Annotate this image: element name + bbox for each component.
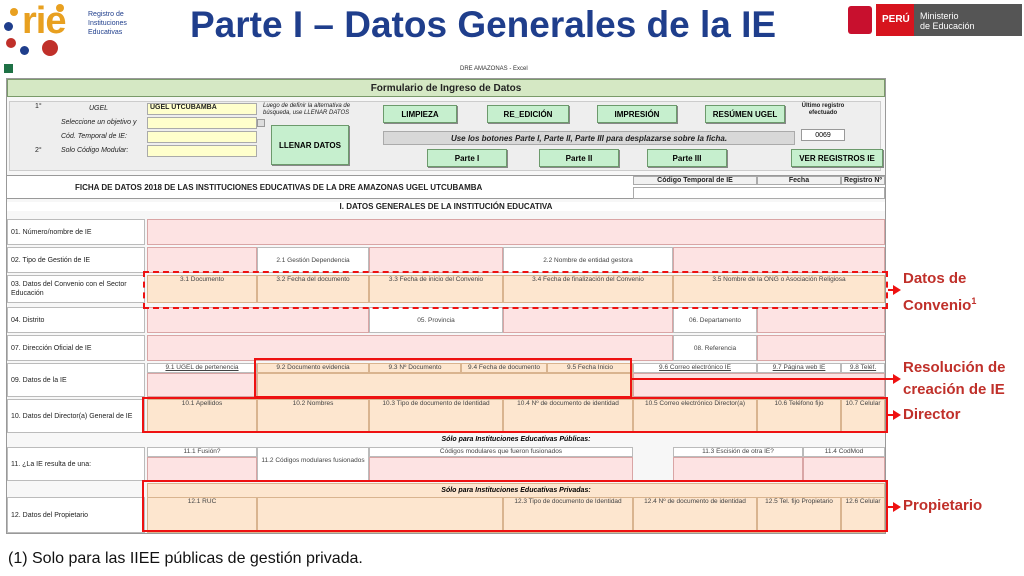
row-11-escision-input[interactable] <box>673 457 803 481</box>
row-01-input[interactable] <box>147 219 885 245</box>
registro-header: Registro Nº <box>841 176 885 185</box>
row-10-col[interactable]: 10.7 Celular <box>841 399 885 433</box>
row-10-col[interactable]: 10.1 Apellidos <box>147 399 257 433</box>
section-1-title: I. DATOS GENERALES DE LA INSTITUCIÓN EDUCATIVA <box>7 202 885 211</box>
row-12-label: 12. Datos del Propietario <box>7 497 145 533</box>
resolucion-annotation <box>903 357 1006 401</box>
excel-icon <box>4 64 13 73</box>
step-1-number: 1° <box>35 103 42 110</box>
row-09-label: 09. Datos de la IE <box>7 363 145 397</box>
impresion-button[interactable]: IMPRESIÓN <box>597 105 677 123</box>
rie-sub-line: Registro de <box>88 11 124 18</box>
row-07-label: 07. Dirección Oficial de IE <box>7 335 145 361</box>
search-hint: Luego de definir la alternativa de búsqueda, use LLENAR DATOS <box>263 103 351 116</box>
row-03-col[interactable]: 3.3 Fecha de inicio del Convenio <box>369 275 503 303</box>
resumen-ugel-button[interactable]: RESÚMEN UGEL <box>705 105 785 123</box>
row-04-provincia-label: 05. Provincia <box>369 307 503 333</box>
ugel-label: UGEL <box>89 105 109 112</box>
row-03-col[interactable]: 3.1 Documento <box>147 275 257 303</box>
annotation-line: creación de IE <box>903 381 1005 398</box>
row-09-col-header: 9.7 Página web IE <box>757 363 841 373</box>
codigo-modular-input[interactable] <box>147 145 257 157</box>
parte-2-button[interactable]: Parte II <box>539 149 619 167</box>
annotation-line <box>903 290 976 317</box>
row-04-label: 04. Distrito <box>7 307 145 333</box>
row-11-codigos-label: 11.2 Códigos modulares fusionados <box>257 447 369 481</box>
convenio-annotation <box>903 268 976 317</box>
row-02-input[interactable] <box>147 247 257 273</box>
ultimo-registro-value: 0069 <box>801 129 845 141</box>
solo-publicas-label: Sólo para Instituciones Educativas Públicas: <box>441 436 591 443</box>
ultimo-registro-label: Último registro efectuado <box>801 103 845 116</box>
parte-3-button[interactable]: Parte III <box>647 149 727 167</box>
row-07-referencia-input[interactable] <box>757 335 885 361</box>
row-11-escision-label: 11.3 Escisión de otra IE? <box>673 447 803 457</box>
solo-privadas-label: Sólo para Instituciones Educativas Privadas: <box>441 487 591 494</box>
peru-shield-icon <box>848 6 872 34</box>
llenar-datos-button[interactable]: LLENAR DATOS <box>271 125 349 165</box>
row-02-entidad-input[interactable] <box>673 247 885 273</box>
director-highlight <box>142 397 888 433</box>
resolucion-arrow <box>632 378 894 380</box>
rie-logo <box>0 0 90 62</box>
row-11-codmod-input[interactable] <box>803 457 885 481</box>
rie-sub-line: Instituciones <box>88 20 127 27</box>
row-11-codmod-label: 11.4 CodMod <box>803 447 885 457</box>
row-11-label: 11. ¿La IE resulta de una: <box>7 447 145 481</box>
logo-dot <box>6 38 16 48</box>
select-label: Seleccione un objetivo y <box>61 119 137 126</box>
row-07-referencia-label: 08. Referencia <box>673 335 757 361</box>
row-09-col-header: 9.1 UGEL de pertenencia <box>147 363 257 373</box>
propietario-annotation: Propietario <box>903 497 983 514</box>
convenio-highlight <box>143 271 888 309</box>
rie-logo-text: rie <box>22 0 66 42</box>
row-02-gestion-label: 2.1 Gestión Dependencia <box>257 247 369 273</box>
logo-dot <box>10 8 18 16</box>
row-12-col[interactable]: 12.6 Celular <box>841 497 885 533</box>
row-12-col[interactable]: 12.4 Nº de documento de identidad <box>633 497 757 533</box>
row-11-fusionados-input[interactable] <box>369 457 633 481</box>
row-04-provincia-input[interactable] <box>503 307 673 333</box>
fecha-header: Fecha <box>757 176 841 185</box>
cod-temporal-input[interactable] <box>147 131 257 143</box>
ficha-title: FICHA DE DATOS 2018 DE LAS INSTITUCIONES EDUCATIVAS DE LA DRE AMAZONAS UGEL UTCUBAMBA <box>75 183 483 192</box>
director-arrowhead-icon <box>893 410 901 420</box>
propietario-arrowhead-icon <box>893 502 901 512</box>
row-03-col[interactable]: 3.4 Fecha de finalización del Convenio <box>503 275 673 303</box>
director-annotation: Director <box>903 406 961 423</box>
form-title: Formulario de Ingreso de Datos <box>7 79 885 97</box>
parte-1-button[interactable]: Parte I <box>427 149 507 167</box>
rie-sub-line: Educativas <box>88 29 123 36</box>
reedicion-button[interactable]: RE_EDICIÓN <box>487 105 569 123</box>
row-11-fusion-input[interactable] <box>147 457 257 481</box>
row-12-col[interactable]: 12.1 RUC <box>147 497 257 533</box>
cod-temporal-label: Cód. Temporal de IE: <box>61 133 127 140</box>
row-04-distrito-input[interactable] <box>147 307 369 333</box>
row-10-label: 10. Datos del Director(a) General de IE <box>7 399 145 433</box>
annotation-line: Resolución de <box>903 359 1006 376</box>
footnote: (1) Solo para las IIEE públicas de gestión privada. <box>8 550 363 567</box>
ugel-select[interactable]: UGEL UTCUBAMBA <box>147 103 257 115</box>
navigation-instructions: Use los botones Parte I, Parte II, Parte III para desplazarse sobre la ficha. <box>383 131 795 145</box>
propietario-highlight <box>142 480 888 532</box>
row-09-col-header: 9.5 Fecha Inicio <box>547 363 633 373</box>
ministerio-line: de Educación <box>920 21 975 31</box>
row-12-col[interactable]: 12.3 Tipo de documento de Identidad <box>503 497 633 533</box>
row-10-col[interactable]: 10.3 Tipo de documento de Identidad <box>369 399 503 433</box>
row-01-label: 01. Número/nombre de IE <box>7 219 145 245</box>
row-03-col[interactable]: 3.2 Fecha del documento <box>257 275 369 303</box>
resolucion-arrowhead-icon <box>893 374 901 384</box>
codigo-temporal-header: Código Temporal de IE <box>633 176 757 185</box>
row-10-col[interactable]: 10.4 Nº de documento de identidad <box>503 399 633 433</box>
row-03-label: 03. Datos del Convenio con el Sector Educación <box>7 275 145 303</box>
row-09-input[interactable] <box>147 373 257 397</box>
row-04-departamento-label: 06. Departamento <box>673 307 757 333</box>
convenio-arrowhead-icon <box>893 285 901 295</box>
excel-window-title: DRE AMAZONAS - Excel <box>460 66 528 72</box>
objective-select[interactable] <box>147 117 257 129</box>
row-03-col[interactable]: 3.5 Nombre de la ONG o Asociación Religiosa <box>673 275 885 303</box>
row-02-entidad-label: 2.2 Nombre de entidad gestora <box>503 247 673 273</box>
solo-codigo-label: Solo Código Modular: <box>61 147 129 154</box>
row-04-departamento-input[interactable] <box>757 307 885 333</box>
resolucion-highlight <box>254 358 632 398</box>
ministerio-label <box>914 4 1022 36</box>
row-09-col-header: 9.4 Fecha de documento <box>461 363 547 373</box>
row-10-col[interactable]: 10.2 Nombres <box>257 399 369 433</box>
footnote-marker: 1 <box>971 296 977 306</box>
row-11-fusionados-label: Códigos modulares que fueron fusionados <box>369 447 633 457</box>
row-09-input[interactable] <box>633 373 885 397</box>
annotation-line: Datos de <box>903 270 967 287</box>
ministerio-line: Ministerio <box>920 11 959 21</box>
row-09-col-header: 9.8 Teléf. <box>841 363 885 373</box>
rie-subtitle <box>88 10 127 37</box>
logo-dot <box>4 22 13 31</box>
row-09-col-header: 9.2 Documento evidencia <box>257 363 369 373</box>
row-11-fusion-label: 11.1 Fusión? <box>147 447 257 457</box>
limpieza-button[interactable]: LIMPIEZA <box>383 105 457 123</box>
page-title: Parte I – Datos Generales de la IE <box>190 4 777 45</box>
step-2-number: 2° <box>35 147 42 154</box>
row-09-col-header: 9.6 Correo electrónico IE <box>633 363 757 373</box>
peru-label: PERÚ <box>876 4 914 36</box>
ficha-header-cells <box>633 187 885 199</box>
row-10-col[interactable]: 10.6 Teléfono fijo <box>757 399 841 433</box>
row-10-col[interactable]: 10.5 Correo electrónico Director(a) <box>633 399 757 433</box>
ver-registros-button[interactable]: VER REGISTROS IE <box>791 149 883 167</box>
logo-dot <box>20 46 29 55</box>
row-12-col[interactable]: 12.5 Tel. fijo Propietario <box>757 497 841 533</box>
row-02-label: 02. Tipo de Gestión de IE <box>7 247 145 273</box>
annotation-text: Convenio <box>903 297 972 314</box>
row-02-gestion-input[interactable] <box>369 247 503 273</box>
dropdown-arrow-icon[interactable] <box>257 119 265 127</box>
row-09-col-header: 9.3 Nº Documento <box>369 363 461 373</box>
